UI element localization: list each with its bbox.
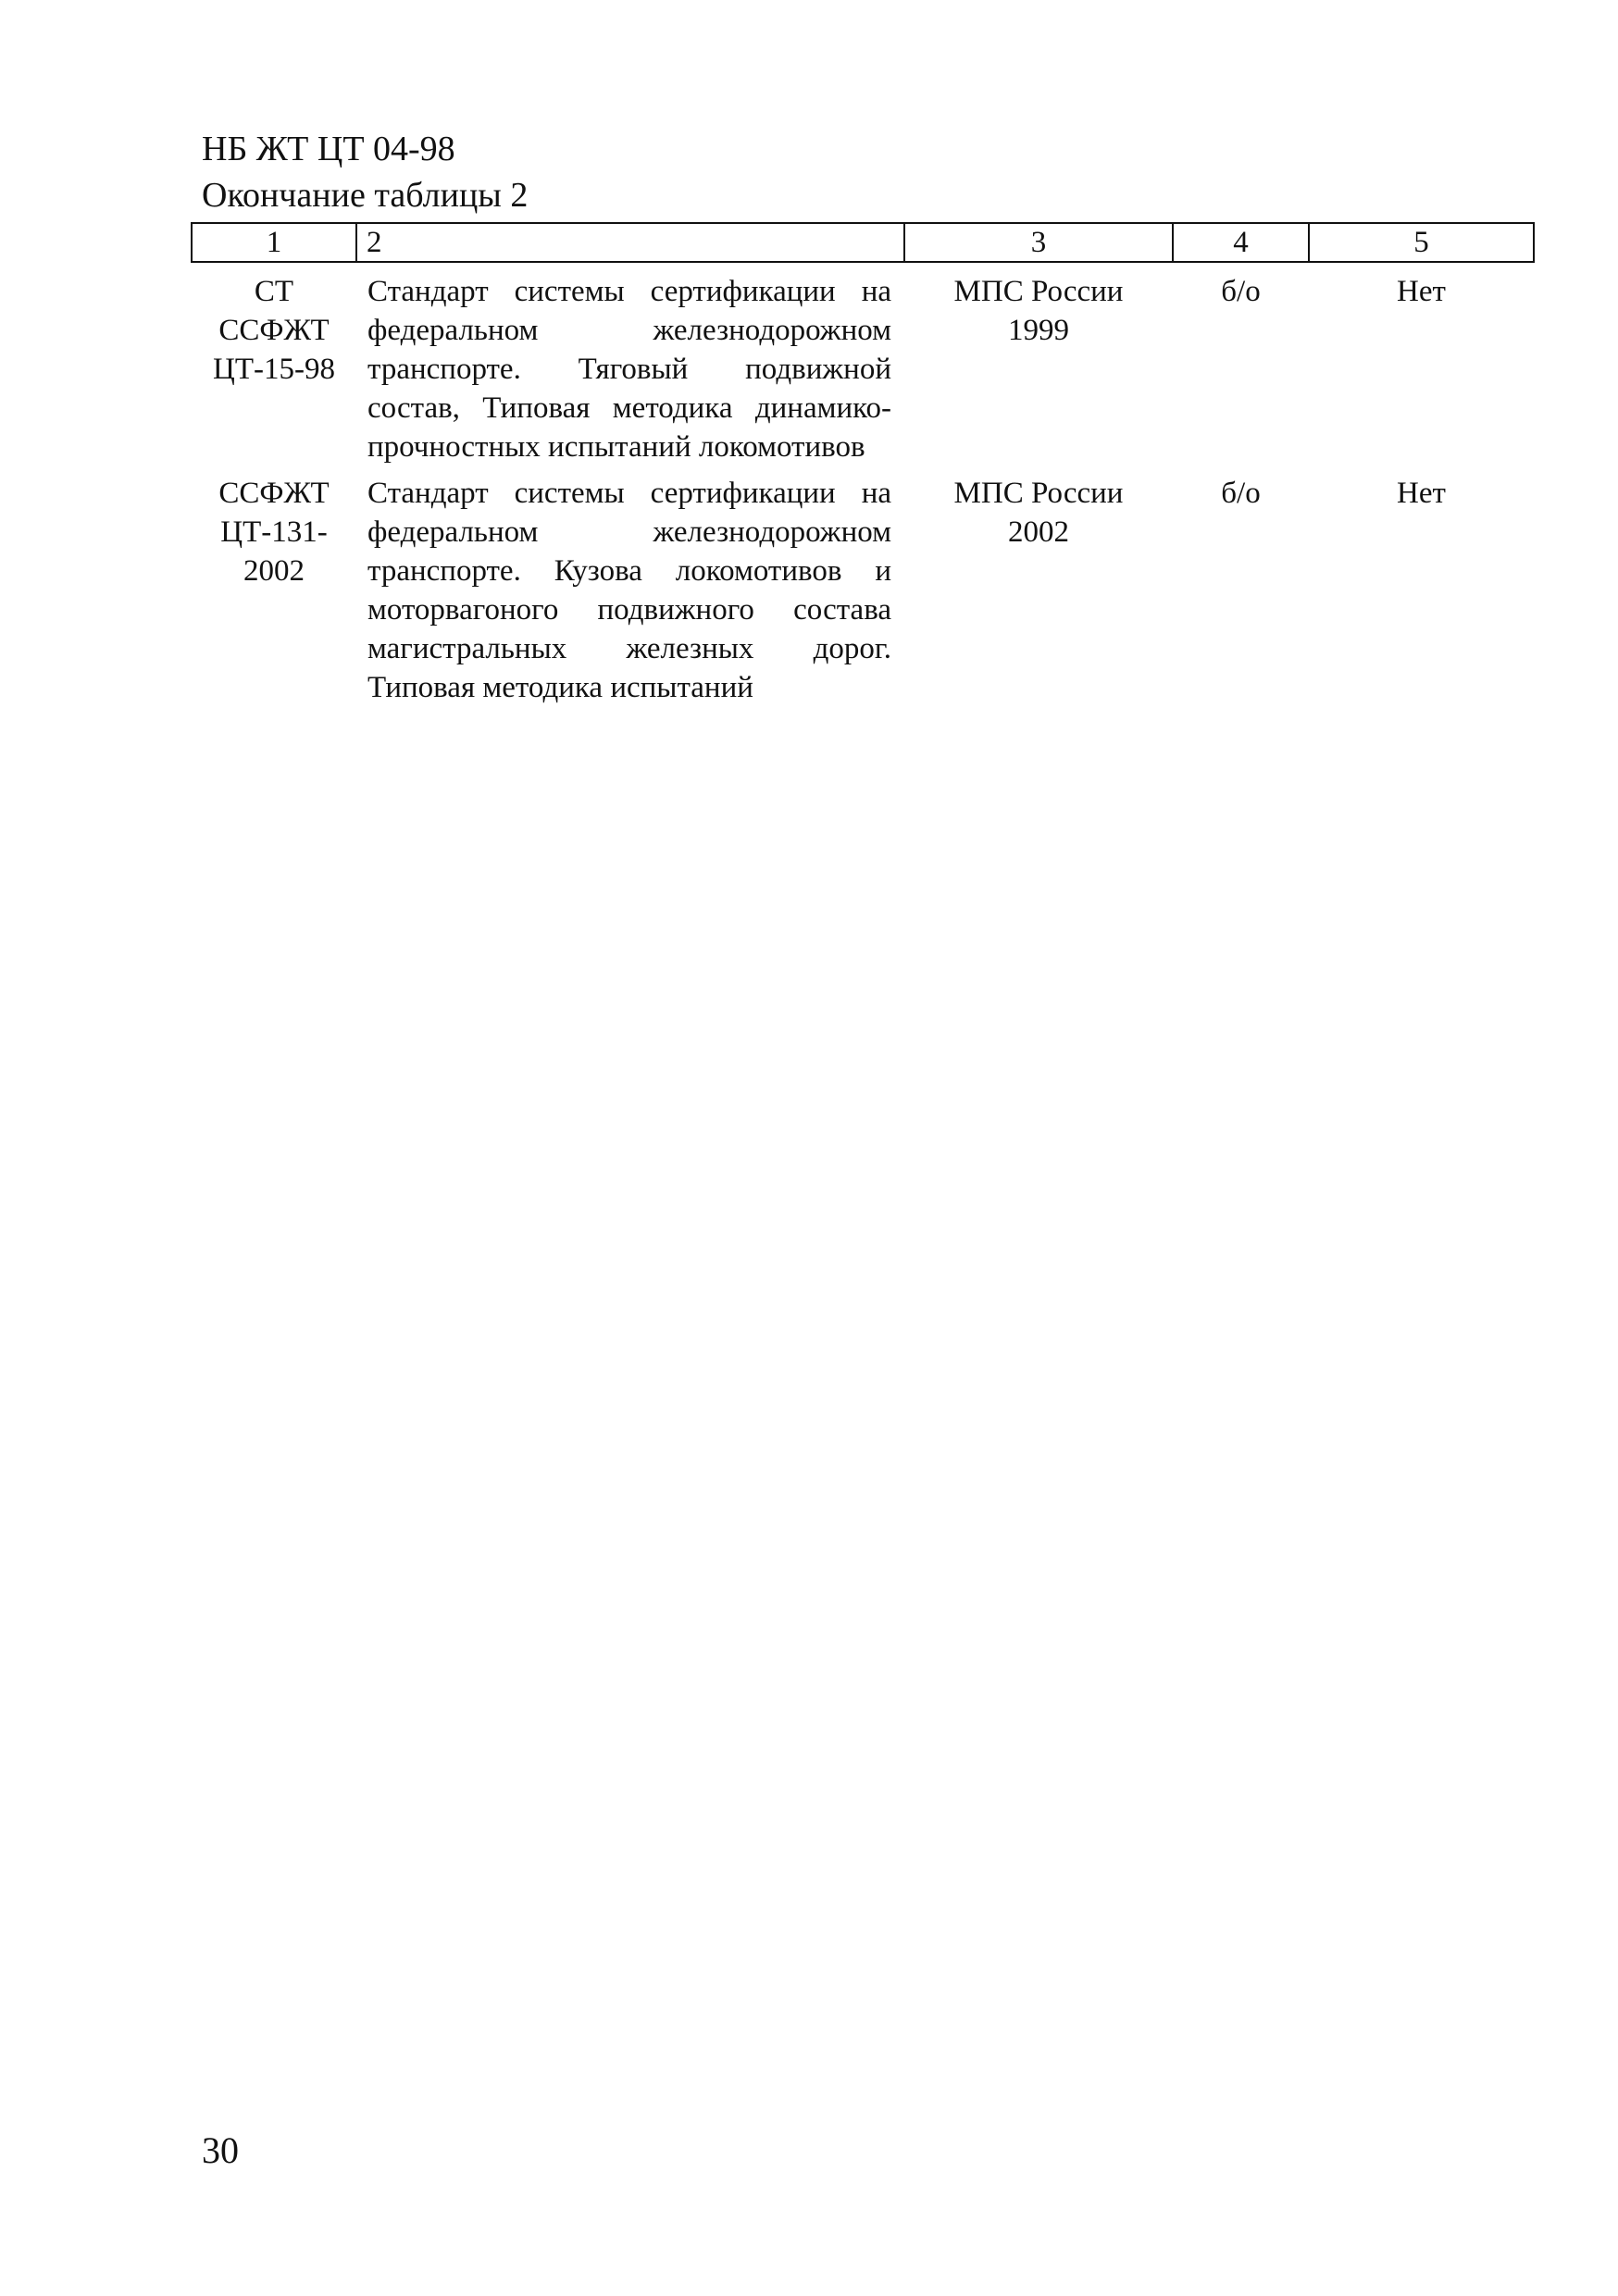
standard-designation <box>192 262 356 474</box>
column-header-2: 2 <box>356 223 904 262</box>
issuer-name: МПС России <box>953 477 1124 510</box>
designation-line: ССФЖТ <box>218 314 330 347</box>
standard-designation <box>192 474 356 707</box>
standards-table <box>191 222 1535 707</box>
designation-line: ЦТ-15-98 <box>213 353 335 386</box>
standard-note: б/о <box>1221 477 1261 510</box>
designation-line: ЦТ-131- <box>220 515 328 549</box>
issue-year: 1999 <box>1008 314 1069 347</box>
standard-issuer <box>904 262 1173 474</box>
standard-status: Нет <box>1397 477 1446 510</box>
issue-year: 2002 <box>1008 515 1069 549</box>
designation-line: 2002 <box>243 554 305 588</box>
column-header-1: 1 <box>192 223 356 262</box>
document-code: НБ ЖТ ЦТ 04-98 <box>202 130 455 168</box>
table-row <box>192 262 1534 474</box>
table-row <box>192 474 1534 707</box>
standard-title: Стандарт системы сертификации на федеральном железнодорожном транспорте. Кузова локомотивов и моторвагоного подвижного состава магистральных железных дорог. Типовая методика испытаний <box>367 477 891 704</box>
column-header-5: 5 <box>1309 223 1534 262</box>
table-caption: Окончание таблицы 2 <box>202 176 529 215</box>
designation-line: СТ <box>254 275 294 308</box>
column-header-4: 4 <box>1173 223 1309 262</box>
standard-title: Стандарт системы сертификации на федеральном железнодорожном транспорте. Тяговый подвижной состав, Типовая методика динамико-прочностных испытаний локомотивов <box>367 275 891 464</box>
designation-line: ССФЖТ <box>218 477 330 510</box>
standard-note: б/о <box>1221 275 1261 308</box>
issuer-name: МПС России <box>953 275 1124 308</box>
standard-status: Нет <box>1397 275 1446 308</box>
column-header-3: 3 <box>904 223 1173 262</box>
standard-issuer <box>904 474 1173 707</box>
page-number: 30 <box>202 2129 239 2171</box>
table-header-row <box>192 223 1534 262</box>
